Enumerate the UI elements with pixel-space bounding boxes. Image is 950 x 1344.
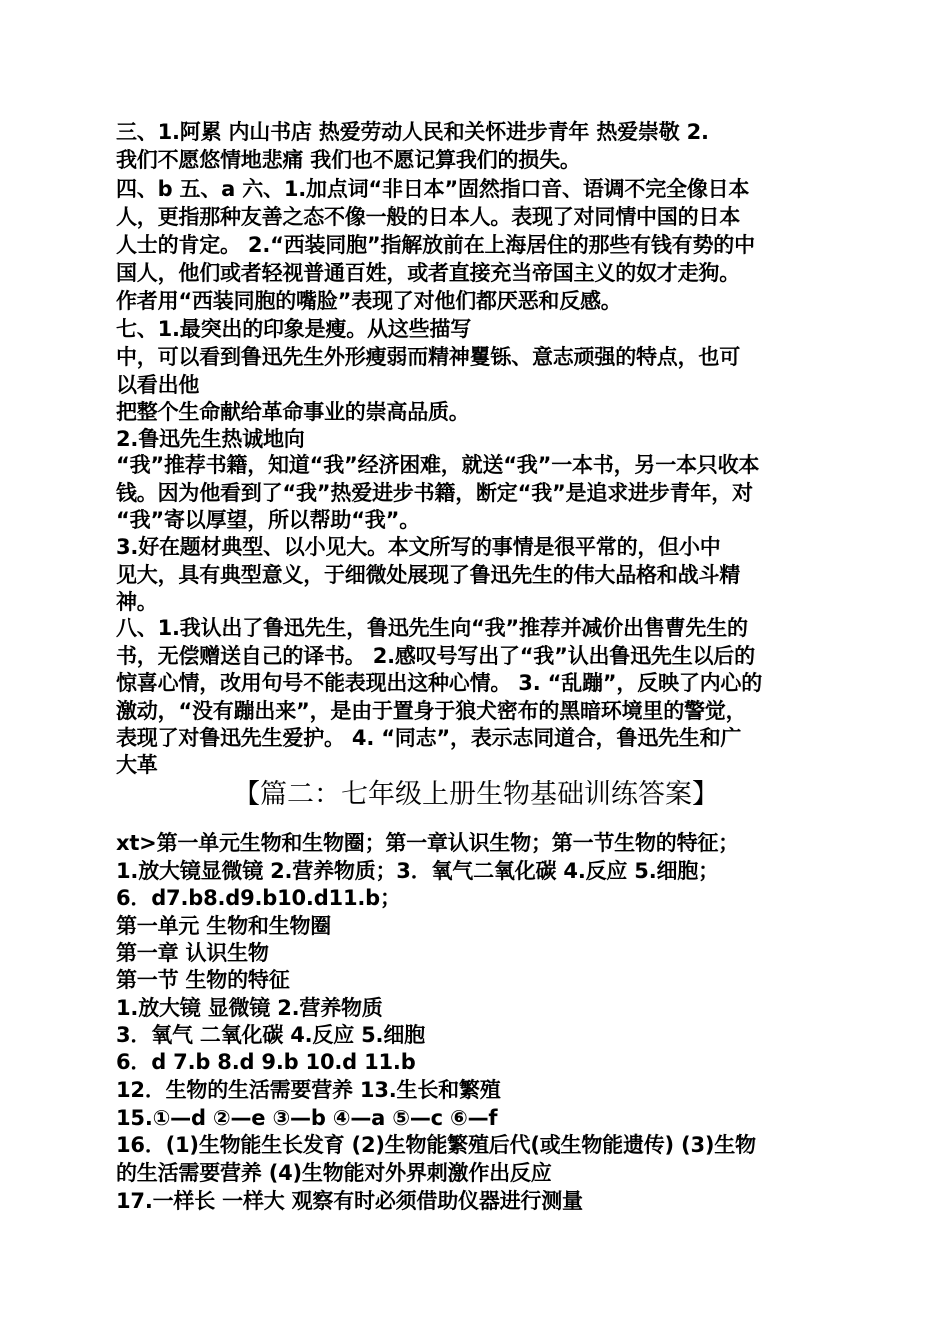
text-line: 书，无偿赠送自己的译书。 2.感叹号写出了“我”认出鲁迅先生以后的 xyxy=(116,644,755,668)
text-line: 3．氧气 二氧化碳 4.反应 5.细胞 xyxy=(116,1023,425,1047)
text-line: 人，更指那种友善之态不像一般的日本人。表现了对同情中国的日本 xyxy=(116,205,740,229)
text-line: 15.①—d ②—e ③—b ④—a ⑤—c ⑥—f xyxy=(116,1106,498,1130)
text-line: 我们不愿悠情地悲痛 我们也不愿记算我们的损失。 xyxy=(116,148,581,172)
text-line: 的生活需要营养 (4)生物能对外界刺激作出反应 xyxy=(116,1161,552,1185)
text-line: 17.一样长 一样大 观察有时必须借助仪器进行测量 xyxy=(116,1189,583,1213)
text-line: 激动，“没有蹦出来”，是由于置身于狼犬密布的黑暗环境里的警觉， xyxy=(116,699,747,723)
text-line: 第一章 认识生物 xyxy=(116,941,269,965)
text-line: 12．生物的生活需要营养 13.生长和繁殖 xyxy=(116,1078,501,1102)
text-line: xt>第一单元生物和生物圈；第一章认识生物；第一节生物的特征； xyxy=(116,831,739,855)
text-line: 6．d 7.b 8.d 9.b 10.d 11.b xyxy=(116,1050,416,1074)
text-line: 第一单元 生物和生物圈 xyxy=(116,914,332,938)
text-line: 神。 xyxy=(116,590,158,614)
text-line: 16．(1)生物能生长发育 (2)生物能繁殖后代(或生物能遗传) (3)生物 xyxy=(116,1133,756,1157)
text-line: 人士的肯定。 2.“西装同胞”指解放前在上海居住的那些有钱有势的中 xyxy=(116,233,755,257)
text-line: 钱。因为他看到了“我”热爱进步书籍，断定“我”是追求进步青年，对 xyxy=(116,481,753,505)
text-line: 1.放大镜显微镜 2.营养物质；3．氧气二氧化碳 4.反应 5.细胞； xyxy=(116,859,719,883)
text-line: 1.放大镜 显微镜 2.营养物质 xyxy=(116,996,383,1020)
section-heading: 【篇二：七年级上册生物基础训练答案】 xyxy=(233,779,719,810)
text-line: “我”推荐书籍，知道“我”经济困难，就送“我”一本书，另一本只收本 xyxy=(116,453,760,477)
text-line: 三、1.阿累 内山书店 热爱劳动人民和关怀进步青年 热爱崇敬 2. xyxy=(116,120,709,144)
text-line: “我”寄以厚望，所以帮助“我”。 xyxy=(116,508,421,532)
text-line: 第一节 生物的特征 xyxy=(116,968,290,992)
text-line: 把整个生命献给革命事业的崇高品质。 xyxy=(116,400,470,424)
text-line: 作者用“西装同胞的嘴脸”表现了对他们都厌恶和反感。 xyxy=(116,289,622,313)
text-line: 七、1.最突出的印象是瘦。从这些描写 xyxy=(116,317,471,341)
text-line: 四、b 五、a 六、1.加点词“非日本”固然指口音、语调不完全像日本 xyxy=(116,177,750,201)
text-line: 6．d7.b8.d9.b10.d11.b； xyxy=(116,886,401,910)
text-line: 3.好在题材典型、以小见大。本文所写的事情是很平常的，但小中 xyxy=(116,535,721,559)
text-line: 八、1.我认出了鲁迅先生，鲁迅先生向“我”推荐并减价出售曹先生的 xyxy=(116,616,748,640)
text-line: 国人，他们或者轻视普通百姓，或者直接充当帝国主义的奴才走狗。 xyxy=(116,261,740,285)
text-line: 中，可以看到鲁迅先生外形瘦弱而精神矍铄、意志顽强的特点，也可 xyxy=(116,345,740,369)
text-line: 见大，具有典型意义，于细微处展现了鲁迅先生的伟大品格和战斗精 xyxy=(116,563,740,587)
text-line: 惊喜心情，改用句号不能表现出这种心情。 3. “乱蹦”，反映了内心的 xyxy=(116,671,763,695)
text-line: 2.鲁迅先生热诚地向 xyxy=(116,427,305,451)
text-line: 表现了对鲁迅先生爱护。 4. “同志”，表示志同道合，鲁迅先生和广 xyxy=(116,726,742,750)
text-line: 以看出他 xyxy=(116,373,200,397)
text-line: 大革 xyxy=(116,753,158,777)
